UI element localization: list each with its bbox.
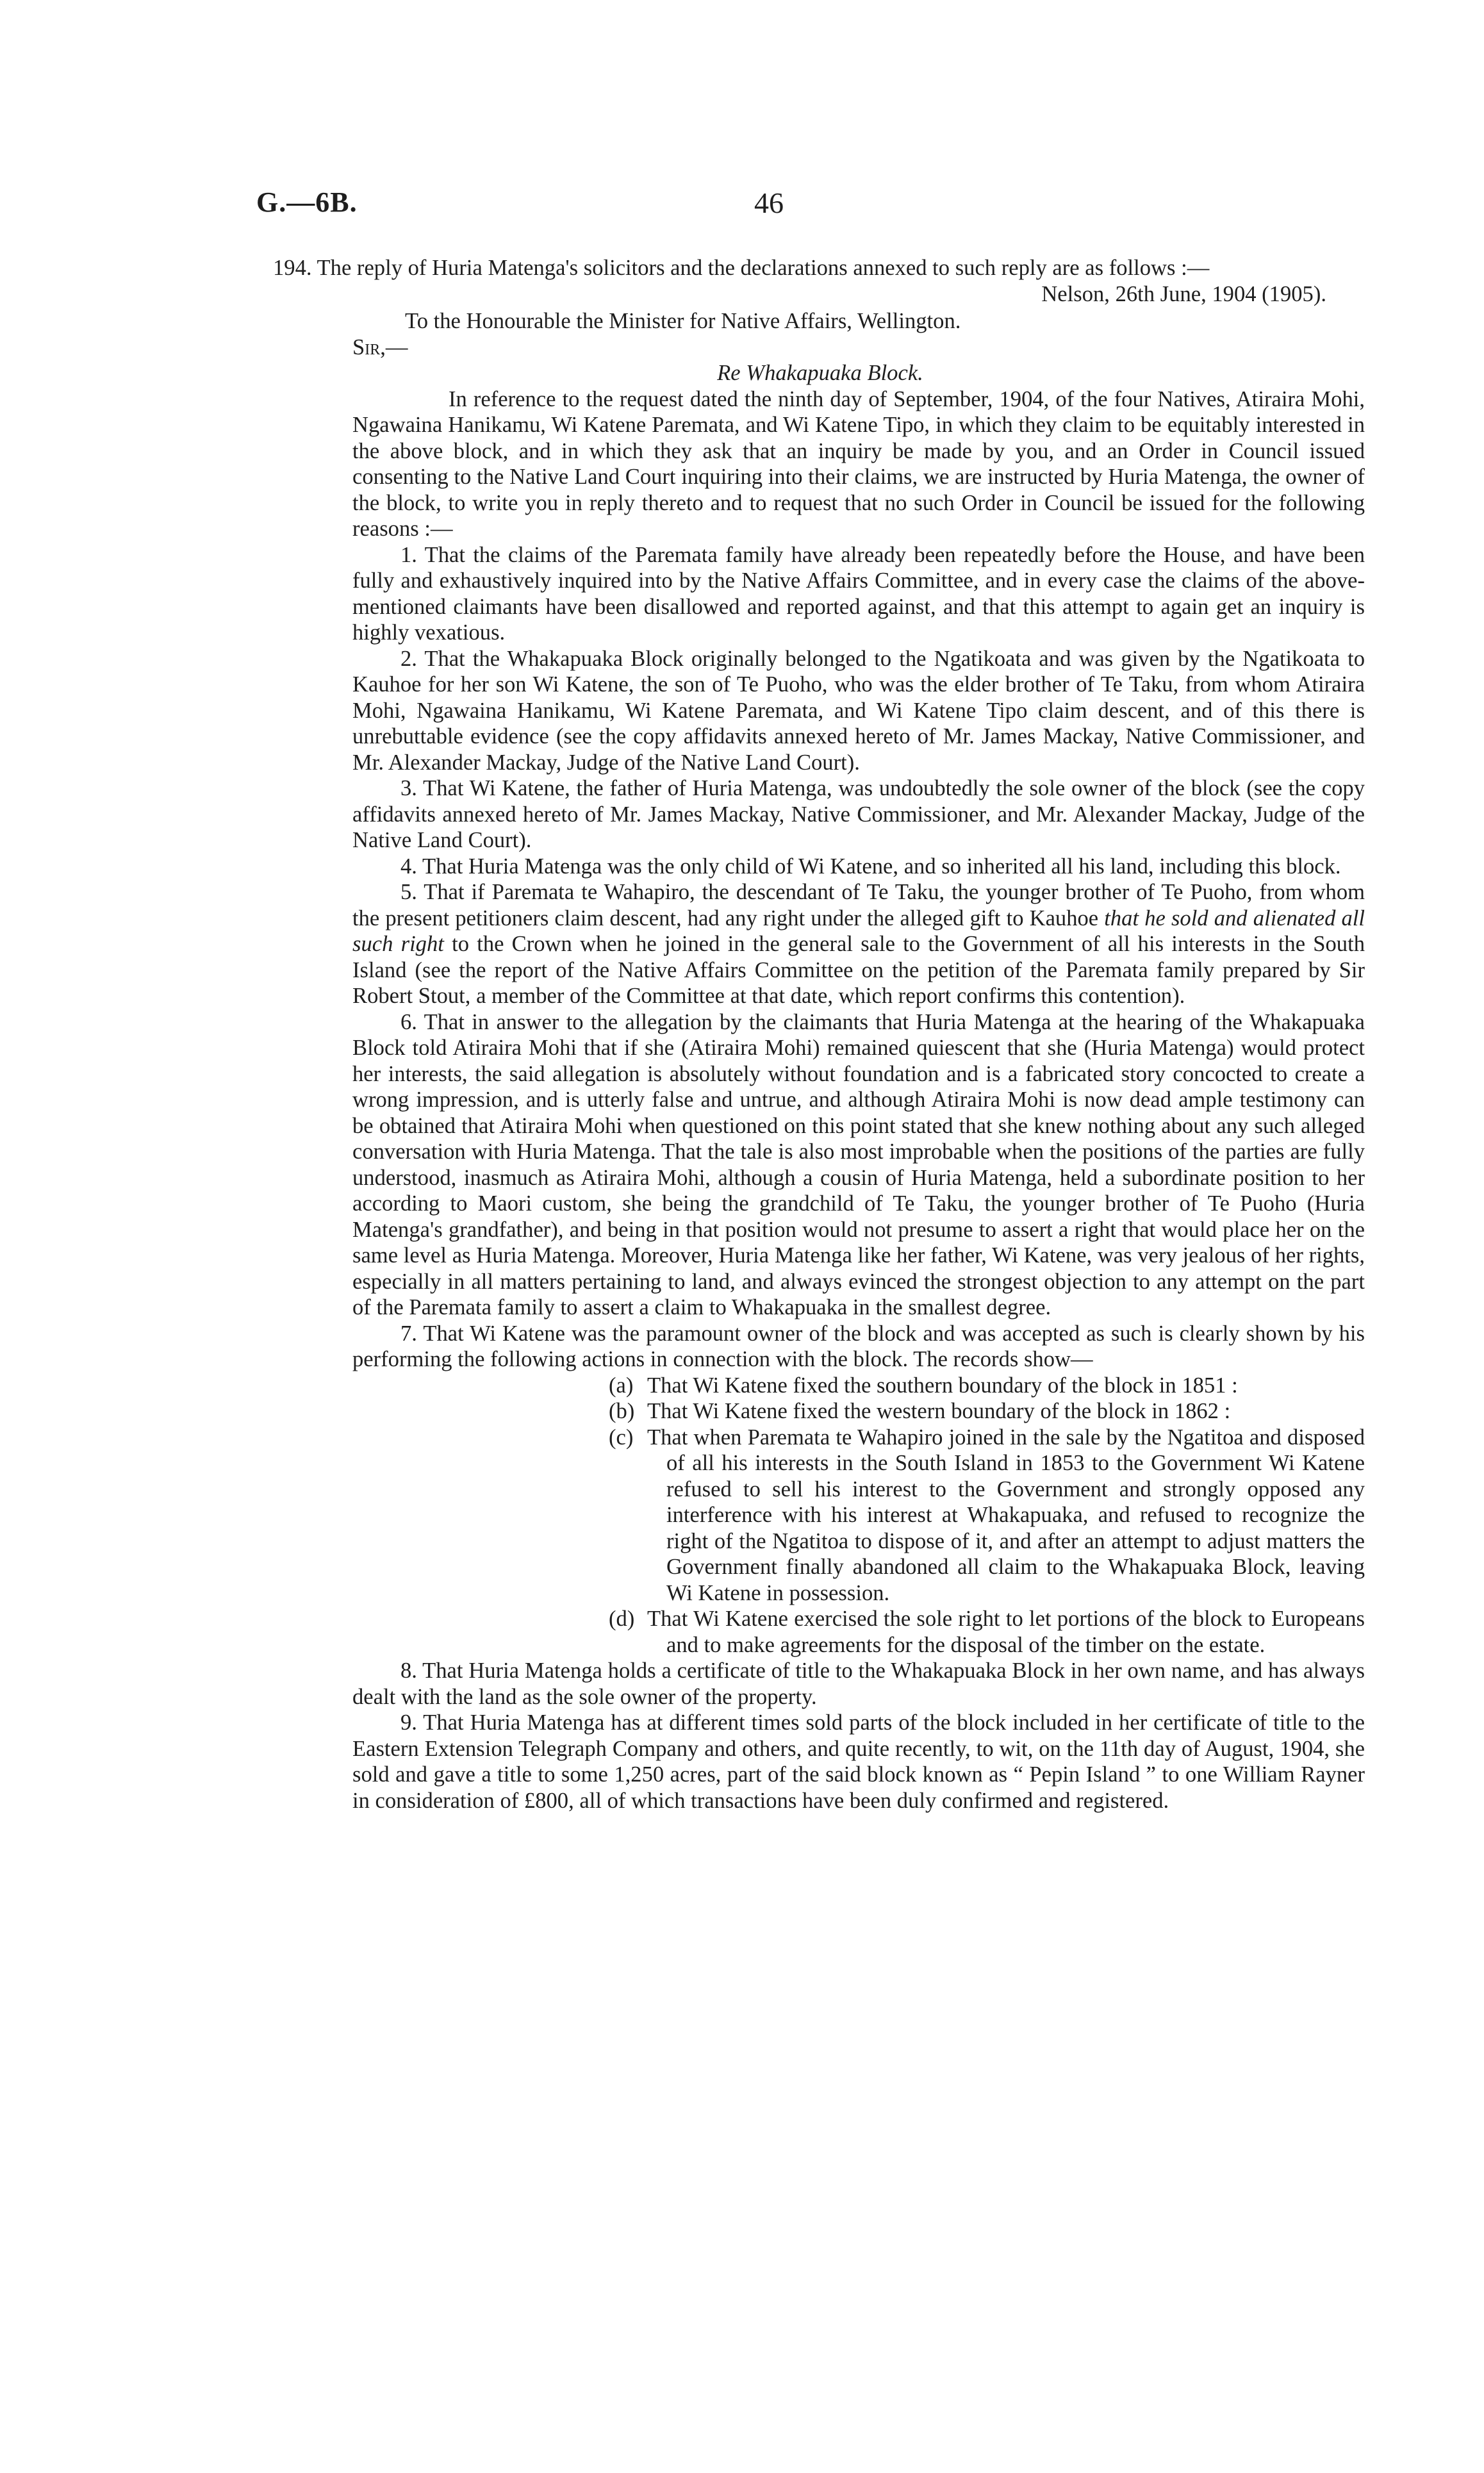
- item-b-text: That Wi Katene fixed the western boundary of the block in 1862 :: [647, 1399, 1231, 1423]
- reason-5-text-end: to the Crown when he joined in the general sale to the Government of all his interests in the South Island (see the report of the Native Affairs Committee on the petition of the Paremata family prepared by Sir Robert Stout, a member of the Committee at that date, which report confirms this contention).: [352, 932, 1365, 1008]
- reason-9: 9. That Huria Matenga has at different times sold parts of the block included in her certificate of title to the Eastern Extension Telegraph Company and others, and quite recently, to wit, on the 11th day of August, 1904, she sold and gave a title to some 1,250 acres, part of the said block known as “ Pepin Island ” to one William Rayner in consideration of £800, all of which transactions have been duly confirmed and registered.: [352, 1710, 1365, 1813]
- document-code: G.—6B.: [256, 186, 358, 218]
- letter-opening-paragraph: In reference to the request dated the ninth day of September, 1904, of the four Natives, Atiraira Mohi, Ngawaina Hanikamu, Wi Katene Parematа, and Wi Katene Tipo, in which they claim to be equitably interested in the above block, and in which they ask that an inquiry be made by you, and an Order in Council issued consenting to the Native Land Court inquiring into their claims, we are instructed by Huria Matenga, the owner of the block, to write you in reply thereto and to request that no such Order in Council be issued for the following reasons :—: [352, 386, 1365, 541]
- item-d-text: That Wi Katene exercised the sole right to let portions of the block to Europeans and to make agreements for the disposal of the timber on the estate.: [647, 1607, 1365, 1657]
- page-number: 46: [754, 186, 784, 219]
- reason-1: 1. That the claims of the Paremata family have already been repeatedly before the House, and have been fully and exhaustively inquired into by the Native Affairs Committee, and in every case the claims of the above-mentioned claimants have been disallowed and reported against, and that this attempt to again get an inquiry is highly vexatious.: [352, 542, 1365, 645]
- reason-6: 6. That in answer to the allegation by the claimants that Huria Matenga at the hearing of the Whakapuaka Block told Atiraira Mohi that if she (Atiraira Mohi) remained quiescent that she (Huria Matenga) would protect her interests, the said allegation is absolutely without foundation and is a fabricated story concocted to create a wrong impression, and is utterly false and untrue, and although Atiraira Mohi is now dead ample testimony can be obtained that Atiraira Mohi when questioned on this point stated that she knew nothing about any such alleged conversation with Huria Matenga. That the tale is also most improbable when the positions of the parties are fully understood, inasmuch as Atiraira Mohi, although a cousin of Huria Matenga, held a subordinate position to her according to Maori custom, she being the grandchild of Te Taku, the younger brother of Te Puoho (Huria Matenga's grandfather), and being in that position would not presume to assert a right that would place her on the same level as Huria Matenga. Moreover, Huria Matenga like her father, Wi Katene, was very jealous of her rights, especially in all matters pertaining to land, and always evinced the strongest objection to any attempt on the part of the Paremata family to assert a claim to Whakapuaka in the smallest degree.: [352, 1009, 1365, 1319]
- reason-7-item-c: [609, 1425, 1365, 1607]
- letter-salutation: Sir,—: [352, 335, 408, 360]
- letter-subject: Re Whakapuaka Block.: [717, 361, 923, 385]
- item-c-text: That when Paremata te Wahapiro joined in the sale by the Ngatitoa and disposed of all his interests in the South Island in 1853 to the Government Wi Katene refused to sell his interest to the Government and strongly opposed any interference with his interest at Whakapuaka, and refused to recognize the right of the Ngatitoa to dispose of it, and after an attempt to adjust matters the Government finally abandoned all claim to the Whakapuaka Block, leaving Wi Katene in possession.: [647, 1425, 1365, 1605]
- document-body: [256, 255, 1365, 1814]
- reason-7-item-d: [609, 1606, 1365, 1658]
- item-a-text: That Wi Katene fixed the southern boundary of the block in 1851 :: [647, 1373, 1238, 1398]
- reason-8: 8. That Huria Matenga holds a certificate of title to the Whakapuaka Block in her own name, and has always dealt with the land as the sole owner of the property.: [352, 1658, 1365, 1709]
- item-a-label: (a): [609, 1373, 634, 1398]
- item-d-label: (d): [609, 1607, 635, 1631]
- reason-7-item-a: [609, 1373, 1365, 1399]
- item-c-label: (c): [609, 1425, 634, 1450]
- reason-5-emphasis: that he sold and alienated all such right: [352, 906, 1365, 956]
- reason-3: 3. That Wi Katene, the father of Huria Matenga, was undoubtedly the sole owner of the block (see the copy affidavits annexed hereto of Mr. James Mackay, Native Commissioner, and Mr. Alexander Mackay, Judge of the Native Land Court).: [352, 776, 1365, 852]
- reason-4: 4. That Huria Matenga was the only child of Wi Katene, and so inherited all his land, including this block.: [400, 854, 1341, 879]
- reason-7: 7. That Wi Katene was the paramount owner of the block and was accepted as such is clearly shown by his performing the following actions in connection with the block. The records show—: [352, 1321, 1365, 1371]
- reason-5-text-start: 5. That if Paremata te Wahapiro, the descendant of Te Taku, the younger brother of Te Puoho, from whom the present petitioners claim descent, had any right under the alleged gift to Kauhoe: [352, 880, 1365, 930]
- intro-paragraph: 194. The reply of Huria Matenga's solicitors and the declarations annexed to such reply are as follows :—: [273, 256, 1210, 280]
- letter-date-line: Nelson, 26th June, 1904 (1905).: [1041, 281, 1326, 306]
- reason-2: 2. That the Whakapuaka Block originally belonged to the Ngatikoata and was given by the Ngatikoata to Kauhoe for her son Wi Katene, the son of Te Puoho, who was the elder brother of Te Taku, from whom Atiraira Mohi, Ngawaina Hanikamu, Wi Katene Paremata, and Wi Katene Tipo claim descent, and of this there is unrebuttable evidence (see the copy affidavits annexed hereto of Mr. James Mackay, Native Commissioner, and Mr. Alexander Mackay, Judge of the Native Land Court).: [352, 646, 1365, 775]
- reason-5: [352, 879, 1365, 1009]
- letter-address: To the Honourable the Minister for Native Affairs, Wellington.: [405, 309, 961, 333]
- reason-7-item-b: [609, 1398, 1365, 1425]
- item-b-label: (b): [609, 1399, 635, 1423]
